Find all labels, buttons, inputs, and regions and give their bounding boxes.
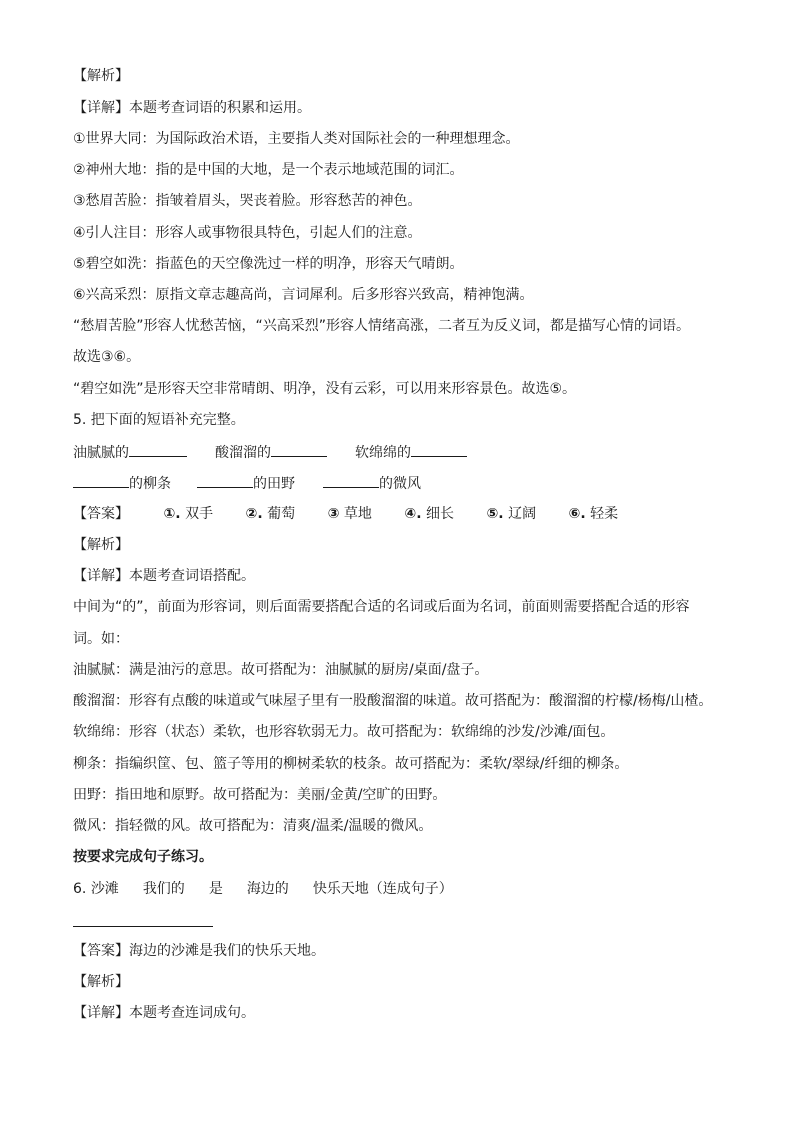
question-5-title: 5. 把下面的短语补充完整。 bbox=[73, 412, 245, 428]
explanation-line: ③愁眉苦脸：指皱着眉头，哭丧着脸。形容愁苦的神色。 bbox=[73, 193, 422, 209]
explanation-line: “碧空如洗”是形容天空非常晴朗、明净，没有云彩，可以用来形容景色。故选⑤。 bbox=[73, 381, 577, 397]
section-heading: 按要求完成句子练习。 bbox=[73, 849, 213, 865]
answer-item: ②. 葡萄 bbox=[245, 506, 296, 522]
explanation-line: 酸溜溜：形容有点酸的味道或气味屋子里有一股酸溜溜的味道。故可搭配为：酸溜溜的柠檬/杨梅/山楂。 bbox=[73, 693, 713, 709]
answer-blank[interactable] bbox=[271, 442, 327, 457]
explanation-line: ⑤碧空如洗：指蓝色的天空像洗过一样的明净，形容天气晴朗。 bbox=[73, 256, 464, 272]
explanation-line: ②神州大地：指的是中国的大地，是一个表示地域范围的词汇。 bbox=[73, 162, 464, 178]
explanation-line: ⑥兴高采烈：原指文章志趣高尚，言词犀利。后多形容兴致高，精神饱满。 bbox=[73, 287, 534, 303]
answer-blank[interactable] bbox=[323, 473, 379, 488]
word: 沙滩 bbox=[90, 881, 119, 897]
answer-6-line: 【答案】海边的沙滩是我们的快乐天地。 bbox=[73, 943, 325, 959]
answer-item: ⑥. 轻柔 bbox=[568, 506, 619, 522]
question-number: 6. bbox=[73, 881, 87, 897]
phrase: 的田野 bbox=[253, 476, 295, 492]
answer-blank[interactable] bbox=[73, 473, 129, 488]
explanation-line: 中间为“的”，前面为形容词，则后面需要搭配合适的名词或后面为名词，前面则需要搭配合适的形容 bbox=[73, 599, 690, 615]
word: 快乐天地（连成句子） bbox=[312, 881, 453, 897]
explanation-line: ④引人注目：形容人或事物很具特色，引起人们的注意。 bbox=[73, 225, 422, 241]
answer-item: ⑤. 辽阔 bbox=[486, 506, 537, 522]
explanation-line: 田野：指田地和原野。故可搭配为：美丽/金黄/空旷的田野。 bbox=[73, 787, 447, 803]
answer-line[interactable] bbox=[73, 926, 213, 927]
answer-blank[interactable] bbox=[197, 473, 253, 488]
explanation-line: 词。如： bbox=[73, 631, 129, 647]
detail-line: 【详解】本题考查词语搭配。 bbox=[73, 568, 255, 584]
question-5-row-1 bbox=[73, 442, 467, 462]
detail-line: 【详解】本题考查词语的积累和运用。 bbox=[73, 100, 311, 116]
explanation-line: ①世界大同：为国际政治术语，主要指人类对国际社会的一种理想理念。 bbox=[73, 131, 520, 147]
answer-item: ①. 双手 bbox=[163, 506, 214, 522]
question-6 bbox=[73, 880, 453, 898]
explanation-line: 柳条：指编织筐、包、篮子等用的柳树柔软的枝条。故可搭配为：柔软/翠绿/纤细的柳条。 bbox=[73, 756, 629, 772]
answer-label: 【答案】 bbox=[73, 506, 129, 522]
word: 海边的 bbox=[246, 881, 289, 897]
answer-item: ④. 细长 bbox=[404, 506, 454, 522]
explanation-line: 软绵绵：形容（状态）柔软，也形容软弱无力。故可搭配为：软绵绵的沙发/沙滩/面包。 bbox=[73, 724, 615, 740]
phrase: 酸溜溜的 bbox=[215, 445, 271, 461]
analysis-label: 【解析】 bbox=[73, 68, 129, 84]
answer-blank[interactable] bbox=[129, 442, 187, 457]
phrase: 的微风 bbox=[379, 476, 421, 492]
analysis-label: 【解析】 bbox=[73, 974, 129, 990]
answer-item: ③ 草地 bbox=[327, 506, 372, 522]
explanation-line: “愁眉苦脸”形容人忧愁苦恼，“兴高采烈”形容人情绪高涨，二者互为反义词，都是描写心情的词语。 bbox=[73, 318, 691, 334]
explanation-line: 微风：指轻微的风。故可搭配为：清爽/温柔/温暖的微风。 bbox=[73, 818, 433, 834]
word: 是 bbox=[208, 881, 223, 897]
detail-line: 【详解】本题考查连词成句。 bbox=[73, 1005, 255, 1021]
phrase: 软绵绵的 bbox=[355, 445, 411, 461]
word: 我们的 bbox=[142, 881, 185, 897]
analysis-label: 【解析】 bbox=[73, 537, 129, 553]
explanation-line: 油腻腻：满是油污的意思。故可搭配为：油腻腻的厨房/桌面/盘子。 bbox=[73, 662, 489, 678]
answer-5-line bbox=[73, 505, 618, 523]
question-5-row-2 bbox=[73, 473, 421, 493]
choice-line: 故选③⑥。 bbox=[73, 349, 141, 365]
phrase: 油腻腻的 bbox=[73, 445, 129, 461]
phrase: 的柳条 bbox=[129, 476, 171, 492]
answer-blank[interactable] bbox=[411, 442, 467, 457]
